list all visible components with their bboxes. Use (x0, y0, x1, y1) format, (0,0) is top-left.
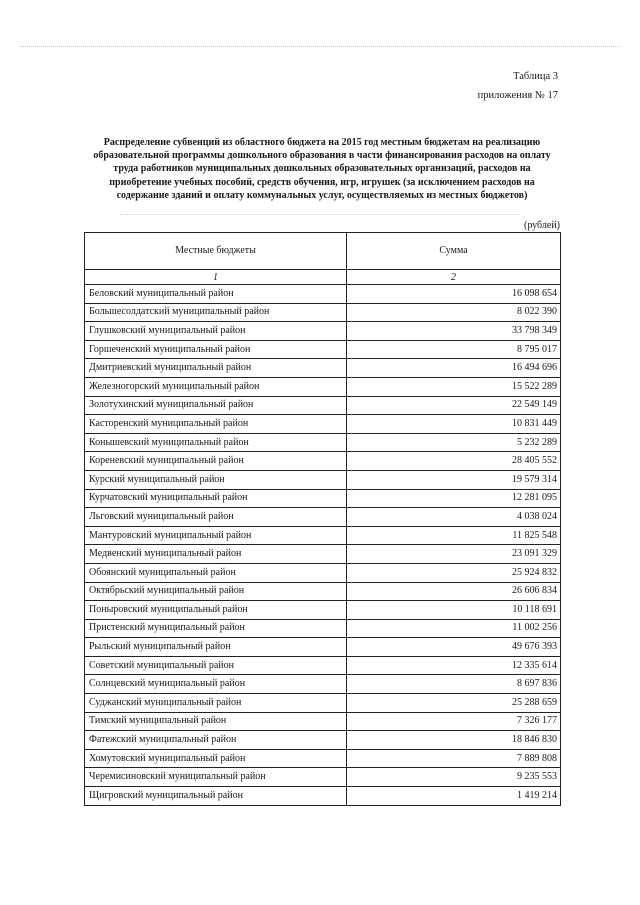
budget-name-cell: Черемисиновский муниципальный район (85, 768, 347, 787)
budget-name-cell: Конышевский муниципальный район (85, 433, 347, 452)
table-header-row (85, 233, 561, 270)
budget-sum-cell: 16 098 654 (347, 285, 561, 304)
budget-sum-cell: 18 846 830 (347, 731, 561, 750)
budget-name-cell: Октябрьский муниципальный район (85, 582, 347, 601)
budget-sum-cell: 23 091 329 (347, 545, 561, 564)
budget-name-cell: Тимский муниципальный район (85, 712, 347, 731)
subsidy-table (84, 232, 561, 806)
budget-sum-cell: 28 405 552 (347, 452, 561, 471)
table-label: Таблица 3 (513, 71, 558, 82)
column-number-1: 1 (85, 270, 347, 285)
budget-sum-cell: 8 795 017 (347, 340, 561, 359)
budget-name-cell: Пристенский муниципальный район (85, 619, 347, 638)
table-row (85, 340, 561, 359)
table-row (85, 582, 561, 601)
column-header-sum: Сумма (347, 233, 561, 270)
table-row (85, 377, 561, 396)
table-row (85, 396, 561, 415)
table-row (85, 731, 561, 750)
budget-name-cell: Курчатовский муниципальный район (85, 489, 347, 508)
budget-sum-cell: 22 549 149 (347, 396, 561, 415)
table-row (85, 359, 561, 378)
table-row (85, 322, 561, 341)
budget-name-cell: Льговский муниципальный район (85, 508, 347, 527)
table-row (85, 694, 561, 713)
budget-name-cell: Фатежский муниципальный район (85, 731, 347, 750)
table-row (85, 675, 561, 694)
budget-name-cell: Щигровский муниципальный район (85, 787, 347, 806)
table-row (85, 545, 561, 564)
budget-name-cell: Кореневский муниципальный район (85, 452, 347, 471)
budget-name-cell: Касторенский муниципальный район (85, 415, 347, 434)
units-label: (рублей) (523, 220, 560, 231)
budget-sum-cell: 12 281 095 (347, 489, 561, 508)
table-row (85, 303, 561, 322)
budget-sum-cell: 25 288 659 (347, 694, 561, 713)
budget-sum-cell: 26 606 834 (347, 582, 561, 601)
appendix-label: приложения № 17 (477, 90, 558, 101)
table-row (85, 768, 561, 787)
budget-sum-cell: 16 494 696 (347, 359, 561, 378)
budget-sum-cell: 12 335 614 (347, 656, 561, 675)
budget-name-cell: Горшеченский муниципальный район (85, 340, 347, 359)
budget-sum-cell: 7 889 808 (347, 749, 561, 768)
budget-sum-cell: 8 697 836 (347, 675, 561, 694)
scan-artifact-line (120, 214, 520, 216)
table-body (85, 285, 561, 806)
budget-sum-cell: 7 326 177 (347, 712, 561, 731)
budget-sum-cell: 10 118 691 (347, 601, 561, 620)
table-row (85, 470, 561, 489)
budget-name-cell: Беловский муниципальный район (85, 285, 347, 304)
table-row (85, 508, 561, 527)
table-row (85, 563, 561, 582)
table-row (85, 489, 561, 508)
budget-sum-cell: 10 831 449 (347, 415, 561, 434)
budget-name-cell: Поныровский муниципальный район (85, 601, 347, 620)
budget-name-cell: Мантуровский муниципальный район (85, 526, 347, 545)
budget-name-cell: Хомутовский муниципальный район (85, 749, 347, 768)
document-title: Распределение субвенций из областного бюджета на 2015 год местным бюджетам на реализацию образовательной программы дошкольного образования в части финансирования расходов на оплату труда работников муниципальных дошкольных образовательных организаций, расходов на приобретение учебных пособий, средств обучения, игр, игрушек (за исключением расходов на содержание зданий и оплату коммунальных услуг, осуществляемых из местных бюджетов) (93, 137, 551, 201)
budget-name-cell: Обоянский муниципальный район (85, 563, 347, 582)
table-row (85, 285, 561, 304)
budget-sum-cell: 8 022 390 (347, 303, 561, 322)
table-row (85, 415, 561, 434)
budget-sum-cell: 11 002 256 (347, 619, 561, 638)
budget-name-cell: Дмитриевский муниципальный район (85, 359, 347, 378)
column-number-2: 2 (347, 270, 561, 285)
table-row (85, 433, 561, 452)
budget-sum-cell: 25 924 832 (347, 563, 561, 582)
table-row (85, 526, 561, 545)
table-row (85, 601, 561, 620)
budget-name-cell: Железногорский муниципальный район (85, 377, 347, 396)
budget-name-cell: Курский муниципальный район (85, 470, 347, 489)
budget-name-cell: Глушковский муниципальный район (85, 322, 347, 341)
column-header-budgets: Местные бюджеты (85, 233, 347, 270)
table-row (85, 656, 561, 675)
budget-name-cell: Советский муниципальный район (85, 656, 347, 675)
budget-sum-cell: 1 419 214 (347, 787, 561, 806)
scan-artifact-line (20, 46, 620, 48)
table-row (85, 638, 561, 657)
table-row (85, 619, 561, 638)
budget-sum-cell: 4 038 024 (347, 508, 561, 527)
budget-sum-cell: 5 232 289 (347, 433, 561, 452)
table-row (85, 749, 561, 768)
table-row (85, 452, 561, 471)
budget-sum-cell: 9 235 553 (347, 768, 561, 787)
budget-sum-cell: 11 825 548 (347, 526, 561, 545)
table-row (85, 712, 561, 731)
budget-name-cell: Золотухинский муниципальный район (85, 396, 347, 415)
budget-name-cell: Рыльский муниципальный район (85, 638, 347, 657)
column-number-row (85, 270, 561, 285)
budget-sum-cell: 49 676 393 (347, 638, 561, 657)
budget-name-cell: Солнцевский муниципальный район (85, 675, 347, 694)
budget-sum-cell: 15 522 289 (347, 377, 561, 396)
budget-name-cell: Суджанский муниципальный район (85, 694, 347, 713)
budget-name-cell: Медвенский муниципальный район (85, 545, 347, 564)
budget-sum-cell: 33 798 349 (347, 322, 561, 341)
table-row (85, 787, 561, 806)
budget-sum-cell: 19 579 314 (347, 470, 561, 489)
budget-name-cell: Большесолдатский муниципальный район (85, 303, 347, 322)
